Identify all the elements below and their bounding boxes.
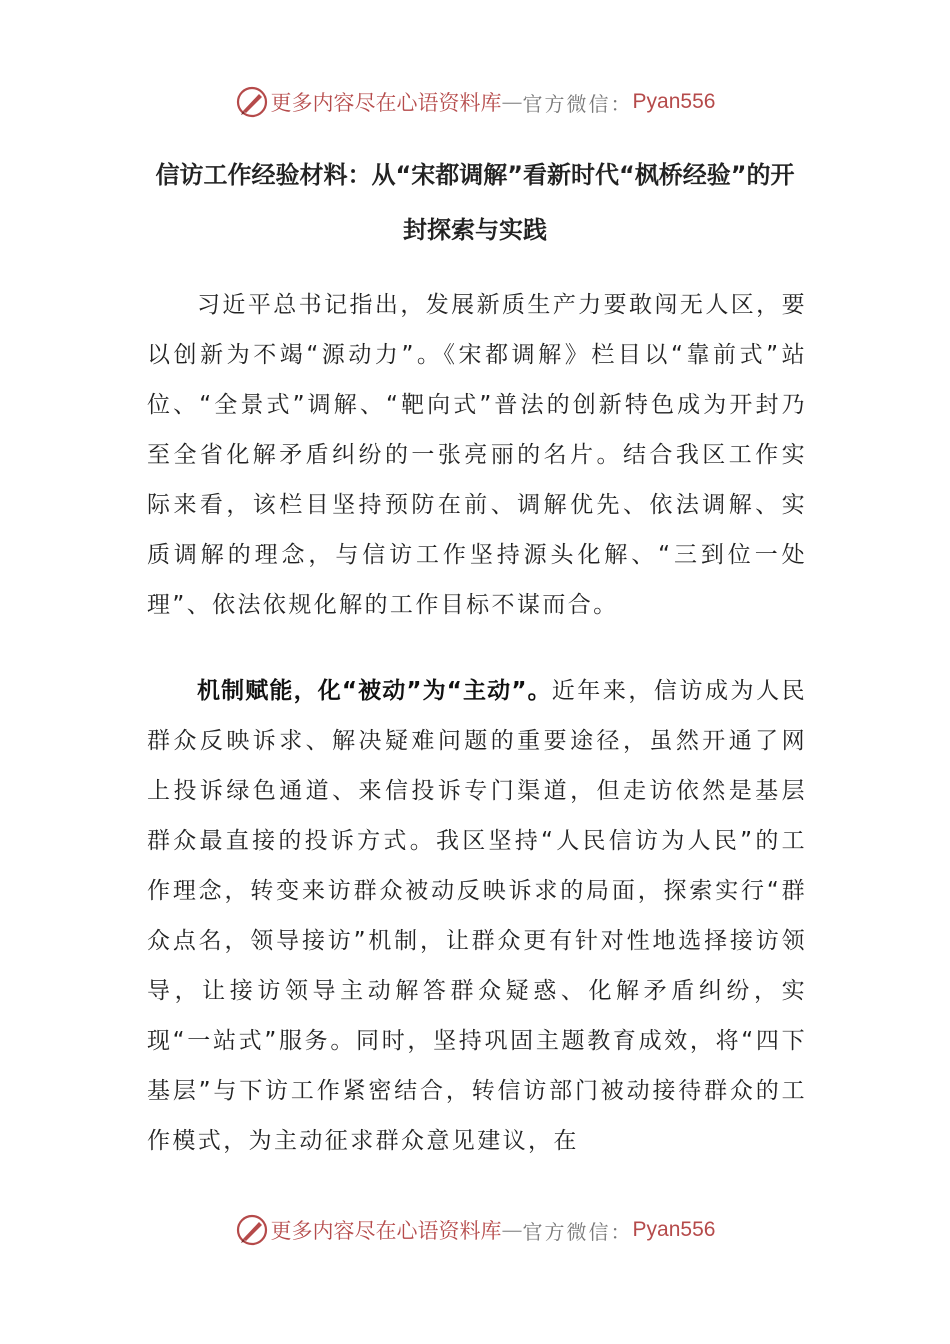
paragraph-mechanism [147, 666, 807, 1166]
watermark-wechat-id: Pyan556 [632, 1218, 716, 1241]
header-watermark-banner [0, 82, 950, 122]
watermark-dash: — [501, 90, 523, 114]
footer-watermark-banner [0, 1210, 950, 1250]
document-title: 信访工作经验材料：从“宋都调解”看新时代“枫桥经验”的开封探索与实践 [155, 161, 795, 244]
watermark-brand-text: 更多内容尽在心语资料库 [270, 91, 502, 115]
watermark-wechat-label: 官方微信： [522, 91, 633, 116]
paragraph-intro: 习近平总书记指出，发展新质生产力要敢闯无人区，要以创新为不竭“源动力”。《宋都调解》栏目以“靠前式”站位、“全景式”调解、“靶向式”普法的创新特色成为开封乃至全省化解矛盾纠纷的一张亮丽的名片。结合我区工作实际来看，该栏目坚持预防在前、调解优先、依法调解、实质调解的理念，与信访工作坚持源头化解、“三到位一处理”、依法依规化解的工作目标不谋而合。 [147, 292, 807, 618]
pen-logo-icon [235, 85, 269, 119]
paragraph-lead-heading: 机制赋能，化“被动”为“主动”。 [197, 678, 552, 704]
watermark-wechat-id: Pyan556 [632, 90, 716, 113]
pen-logo-icon [235, 1213, 269, 1247]
watermark-dash: — [501, 1218, 523, 1242]
watermark-brand-text: 更多内容尽在心语资料库 [270, 1219, 502, 1243]
paragraph-body-text: 近年来，信访成为人民群众反映诉求、解决疑难问题的重要途径，虽然开通了网上投诉绿色通道、来信投诉专门渠道，但走访依然是基层群众最直接的投诉方式。我区坚持“人民信访为人民”的工作理念，转变来访群众被动反映诉求的局面，探索实行“群众点名，领导接访”机制，让群众更有针对性地选择接访领导，让接访领导主动解答群众疑惑、化解矛盾纠纷，实现“一站式”服务。同时，坚持巩固主题教育成效，将“四下基层”与下访工作紧密结合，转信访部门被动接待群众的工作模式，为主动征求群众意见建议，在 [147, 678, 808, 1154]
watermark-wechat-label: 官方微信： [522, 1219, 633, 1244]
